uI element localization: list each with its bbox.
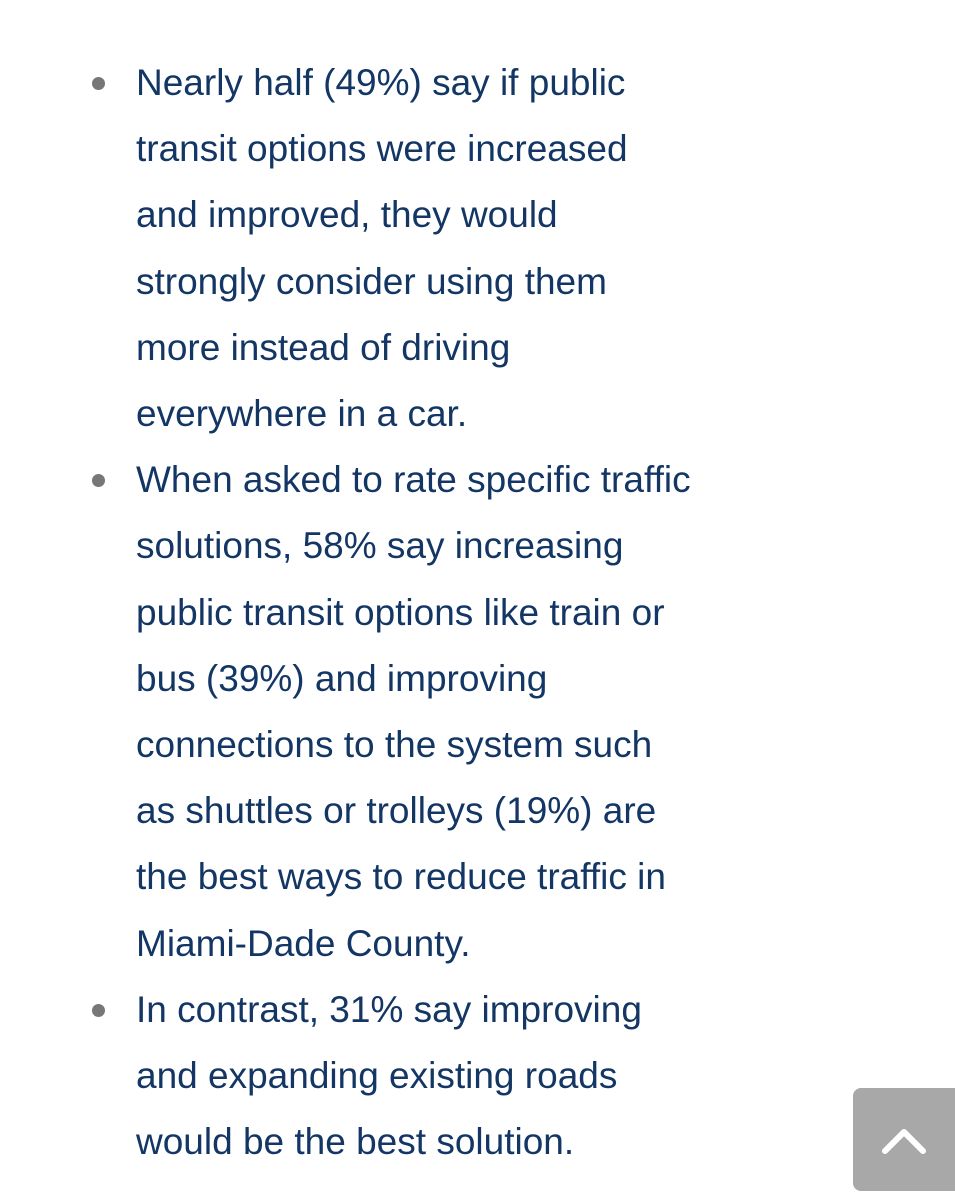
text-line: When asked to rate specific traffic	[136, 459, 691, 501]
text-line: as shuttles or trolleys (19%) are	[136, 790, 657, 832]
text-line: Miami-Dade County.	[136, 922, 471, 964]
text-line: public transit options like train or	[136, 591, 665, 633]
bullet-dot	[92, 474, 105, 487]
text-line: Nearly half (49%) say if public	[136, 62, 626, 103]
text-line: would be the best solution.	[136, 1121, 575, 1163]
text-line: bus (39%) and improving	[136, 657, 548, 699]
findings-list	[0, 50, 955, 1175]
bullet-dot	[92, 77, 105, 90]
text-line: solutions, 58% say increasing	[136, 525, 624, 567]
bullet-dot	[92, 1004, 105, 1017]
text-line: transit options were increased	[136, 128, 628, 170]
scroll-to-top-button[interactable]	[853, 1088, 955, 1191]
list-item-text	[136, 50, 746, 447]
text-line: the best ways to reduce traffic in	[136, 856, 666, 898]
list-item	[0, 977, 955, 1176]
text-line: and improved, they would	[136, 194, 558, 236]
list-item-text	[136, 977, 746, 1176]
text-line: In contrast, 31% say improving	[136, 988, 642, 1030]
chevron-up-icon	[881, 1125, 927, 1155]
text-line: everywhere in a car.	[136, 393, 468, 435]
list-item	[0, 447, 955, 977]
list-item-text	[136, 447, 746, 977]
text-line: more instead of driving	[136, 326, 511, 368]
list-item	[0, 50, 955, 447]
text-line: strongly consider using them	[136, 260, 607, 302]
text-line: connections to the system such	[136, 724, 653, 766]
text-line: and expanding existing roads	[136, 1055, 618, 1097]
